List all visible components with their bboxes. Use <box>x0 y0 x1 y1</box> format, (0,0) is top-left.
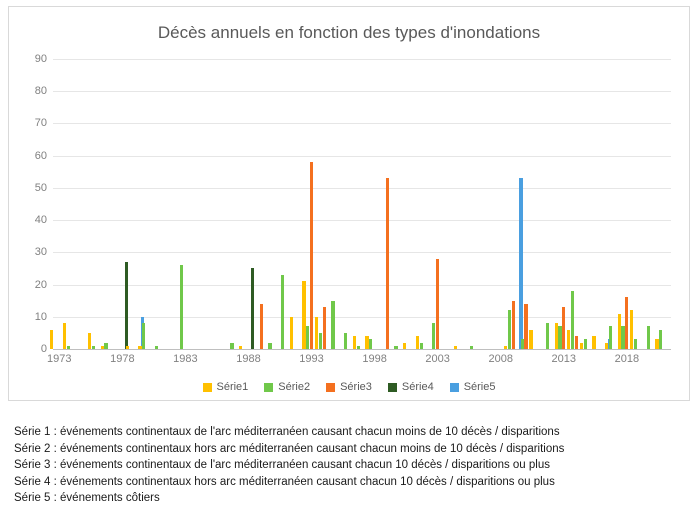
bar <box>403 343 406 349</box>
bar <box>655 339 658 349</box>
bar <box>126 346 129 349</box>
legend-item[interactable] <box>203 381 249 393</box>
bar <box>92 346 95 349</box>
bar <box>101 346 104 349</box>
series-caption <box>14 424 684 507</box>
bar <box>436 259 439 349</box>
bar <box>251 268 254 349</box>
bar <box>239 346 242 349</box>
x-axis-tick-label: 1973 <box>47 353 72 365</box>
x-axis-tick-label: 2013 <box>551 353 577 365</box>
bar <box>353 336 356 349</box>
y-axis-tick-label: 80 <box>34 85 47 98</box>
x-axis-tick-label: 1983 <box>173 353 198 365</box>
x-axis-tick-label: 1993 <box>299 353 324 365</box>
bar <box>302 281 305 349</box>
x-axis-tick-label: 2018 <box>614 353 640 365</box>
bar <box>386 178 389 349</box>
bar <box>230 343 233 349</box>
y-axis-tick-label: 0 <box>40 343 47 355</box>
caption-line: Série 4 : événements continentaux hors arc méditerranéen causant chacun 10 décès / disparitions ou plus <box>14 475 555 488</box>
caption-line: Série 1 : événements continentaux de l'arc méditerranéen causant chacun moins de 10 décès / disparitions <box>14 426 560 438</box>
legend-label: Série2 <box>278 381 311 393</box>
y-axis-tick-label: 50 <box>34 181 47 194</box>
y-axis-tick-label: 40 <box>34 214 47 227</box>
chart-title: Décès annuels en fonction des types d'inondations <box>157 23 541 42</box>
bar <box>315 317 318 349</box>
bar <box>634 339 637 349</box>
bar <box>138 346 141 349</box>
bar <box>290 317 293 349</box>
bar <box>625 297 628 349</box>
bar <box>592 336 595 349</box>
legend-swatch <box>450 383 459 392</box>
chart-card <box>8 6 690 401</box>
bar <box>580 343 583 349</box>
bar <box>571 291 574 349</box>
bar <box>357 346 360 349</box>
bar <box>454 346 457 349</box>
bar <box>180 265 183 349</box>
bar <box>88 333 91 349</box>
bar <box>567 330 570 349</box>
bar <box>369 339 372 349</box>
caption-line: Série 5 : événements côtiers <box>14 492 160 504</box>
bar <box>508 310 511 349</box>
bar <box>260 304 263 349</box>
bar <box>310 162 313 349</box>
bar <box>630 310 633 349</box>
caption-line: Série 2 : événements continentaux hors arc méditerranéen causant chacun moins de 10 décès / disparitions <box>14 442 565 455</box>
bar <box>155 346 158 349</box>
legend-label: Série3 <box>340 381 372 393</box>
bar <box>50 330 53 349</box>
legend-swatch <box>203 383 212 392</box>
bar <box>621 326 624 349</box>
bar <box>394 346 397 349</box>
bar <box>618 314 621 349</box>
y-axis-tick-label: 90 <box>34 53 47 65</box>
bar <box>609 326 612 349</box>
legend-label: Série1 <box>216 381 249 393</box>
bar <box>432 323 435 349</box>
bar <box>281 275 284 349</box>
legend-label: Série4 <box>401 381 434 393</box>
x-axis-tick-label: 2008 <box>488 353 513 365</box>
bar <box>344 333 347 349</box>
y-axis-tick-label: 20 <box>34 278 47 291</box>
x-axis-tick-label: 1978 <box>110 353 135 365</box>
bar <box>558 326 561 349</box>
legend-swatch <box>326 383 335 392</box>
bar <box>104 343 107 349</box>
legend-swatch <box>388 383 397 392</box>
x-axis-ticks <box>47 353 671 371</box>
bar <box>470 346 473 349</box>
bar <box>319 333 322 349</box>
x-axis-tick-label: 2003 <box>425 353 450 365</box>
bar <box>524 304 527 349</box>
bar <box>323 307 326 349</box>
bar <box>575 336 578 349</box>
x-axis-tick-label: 1988 <box>236 353 261 365</box>
x-axis-line <box>53 349 671 350</box>
bar <box>420 343 423 349</box>
bar <box>584 339 587 349</box>
bar <box>67 346 70 349</box>
bar <box>546 323 549 349</box>
y-axis-tick-label: 30 <box>34 246 47 259</box>
bar <box>504 346 507 349</box>
bar <box>306 326 309 349</box>
bar <box>659 330 662 349</box>
bar <box>521 339 524 349</box>
legend-item[interactable] <box>450 381 496 393</box>
bar <box>519 178 522 349</box>
plot-area <box>34 53 671 355</box>
y-axis-tick-label: 70 <box>34 117 47 130</box>
bar <box>142 323 145 349</box>
x-axis-tick-label: 1998 <box>362 353 387 365</box>
bar <box>416 336 419 349</box>
legend-item[interactable] <box>388 381 434 393</box>
legend-swatch <box>264 383 273 392</box>
bar <box>63 323 66 349</box>
bar <box>268 343 271 349</box>
y-axis-tick-label: 60 <box>34 149 47 162</box>
legend-label: Série5 <box>463 381 496 393</box>
bar <box>605 343 608 349</box>
bars-group <box>53 59 671 349</box>
chart-legend <box>9 381 689 393</box>
bar <box>562 307 565 349</box>
y-axis-tick-label: 10 <box>34 310 47 323</box>
bar <box>647 326 650 349</box>
bar <box>512 301 515 349</box>
bar <box>555 323 558 349</box>
bar <box>331 301 334 349</box>
bar <box>365 336 368 349</box>
caption-line: Série 3 : événements continentaux de l'arc méditerranéen causant chacun 10 décès / disparitions ou plus <box>14 459 550 471</box>
legend-item[interactable] <box>326 381 372 393</box>
legend-item[interactable] <box>264 381 310 393</box>
bar <box>125 262 128 349</box>
bar <box>529 330 532 349</box>
